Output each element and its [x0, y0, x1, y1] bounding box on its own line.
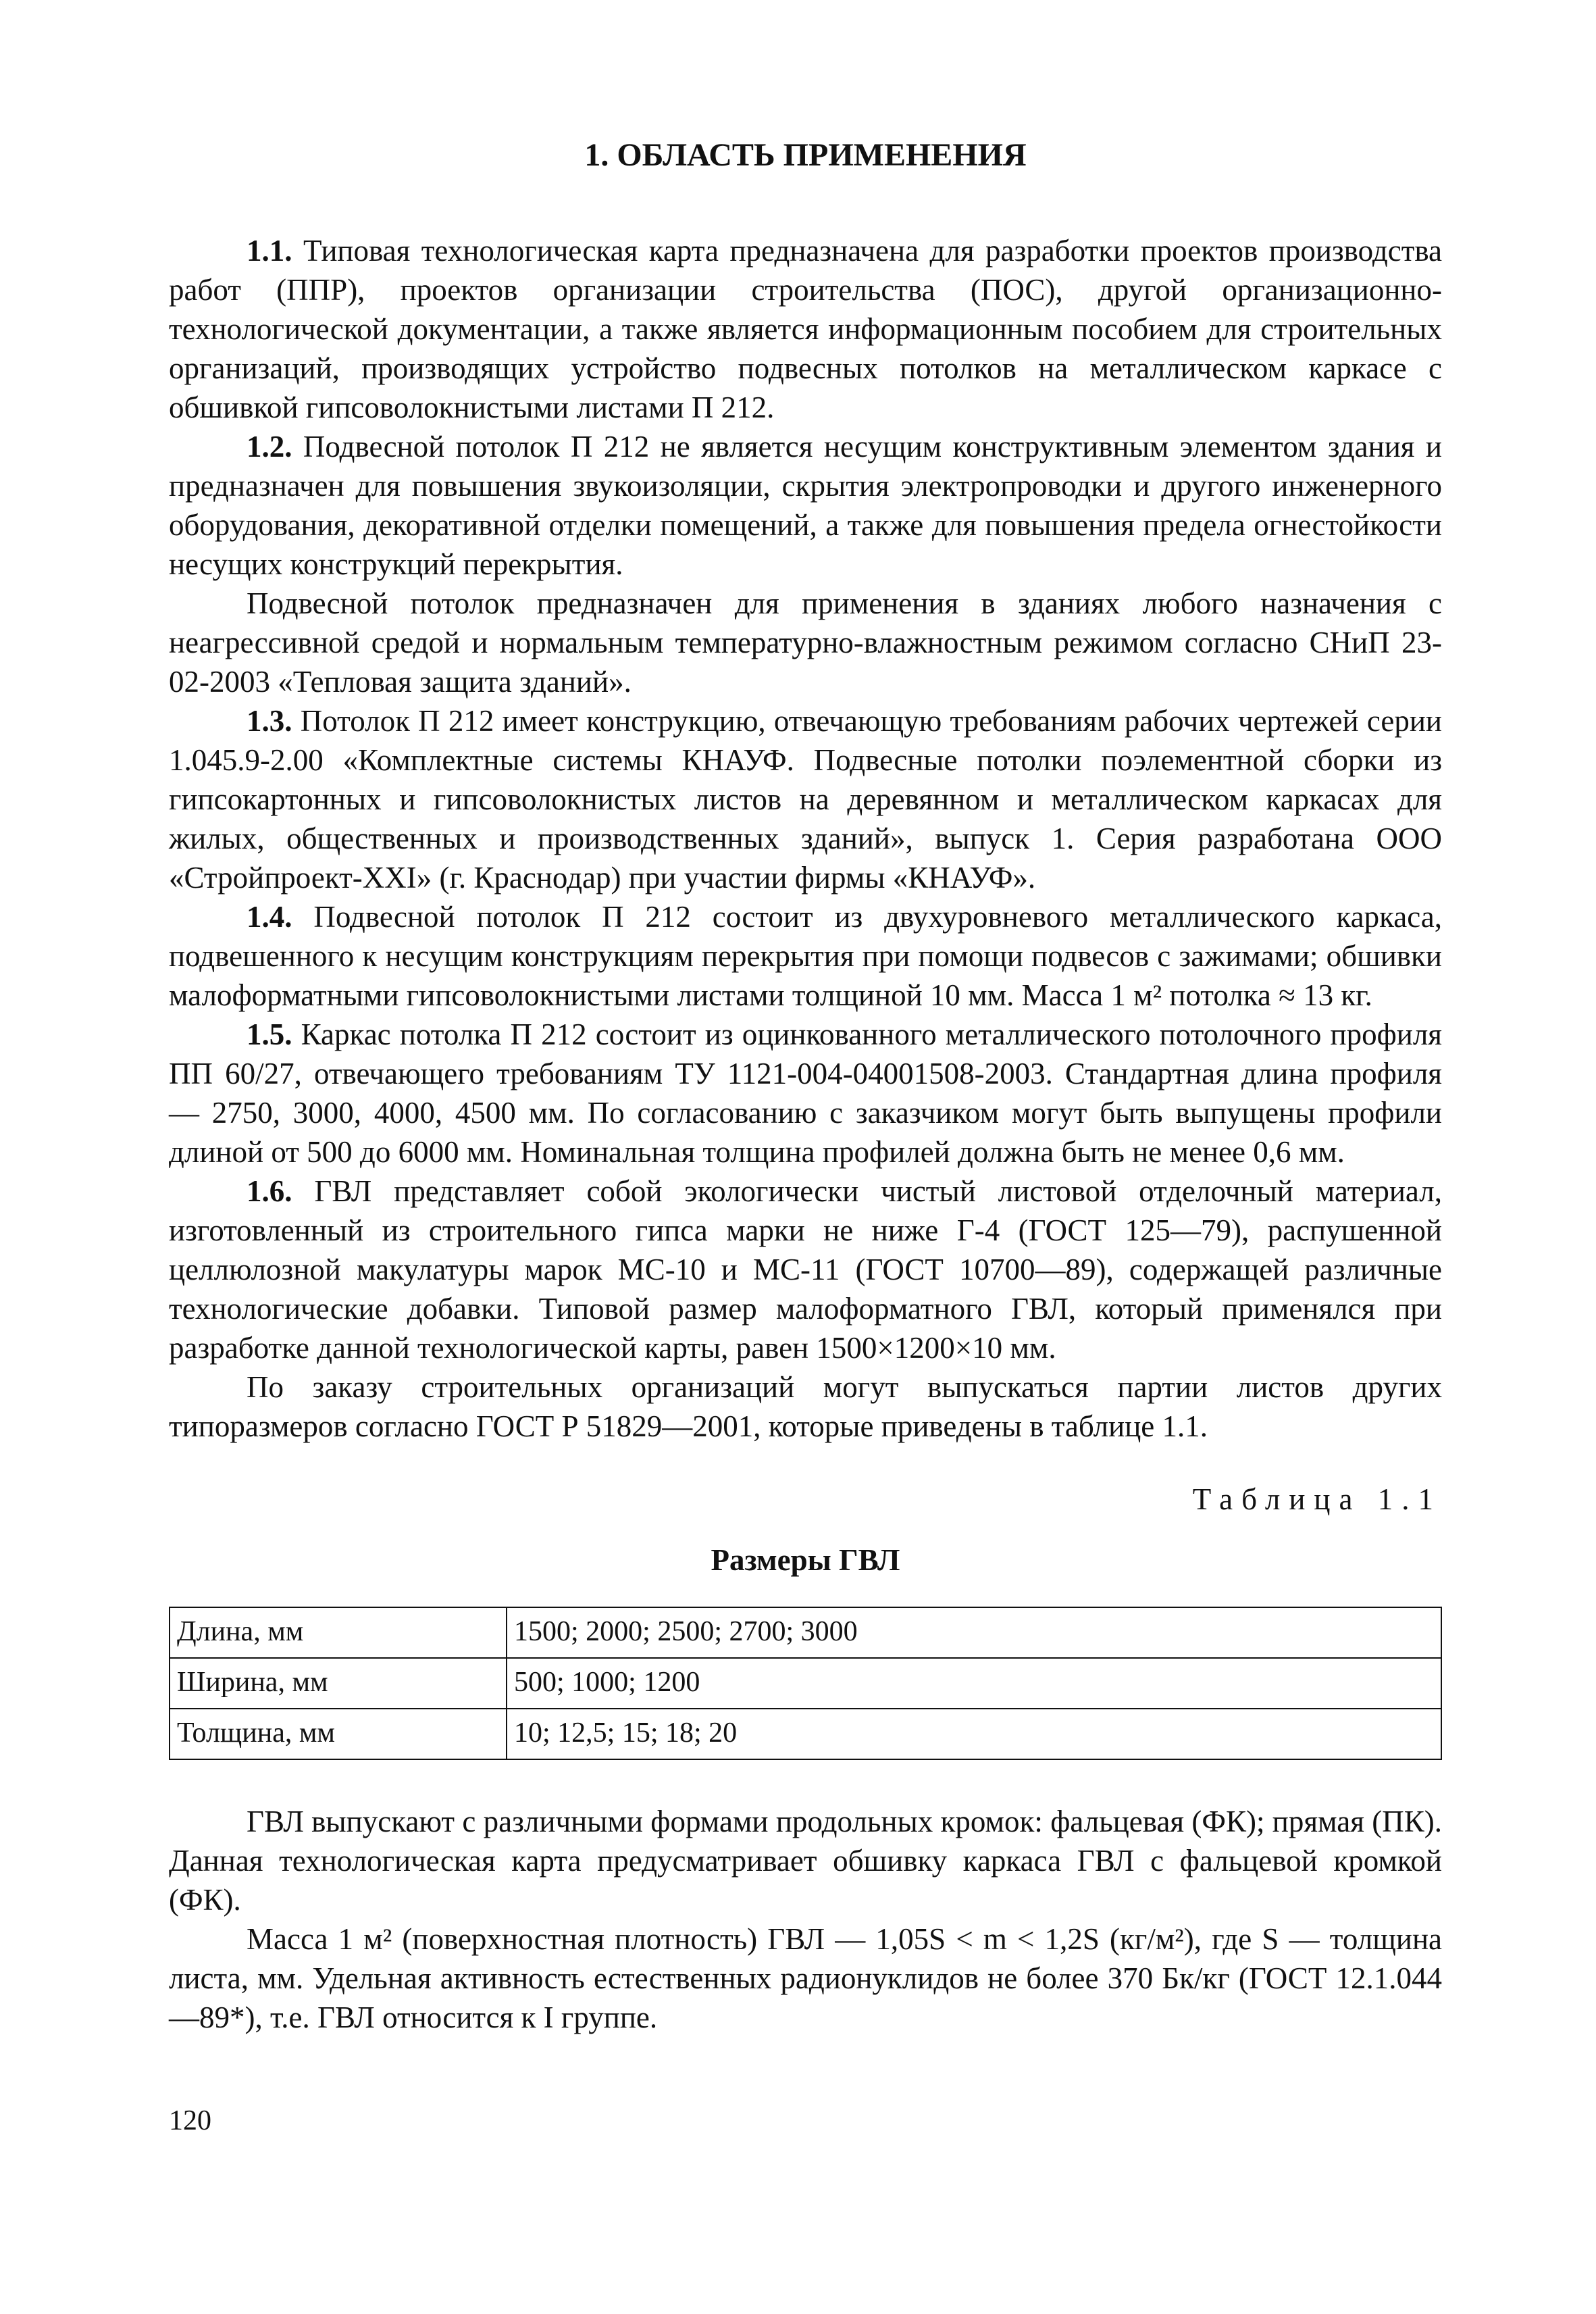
paragraph-edges: ГВЛ выпускают с различными формами продольных кромок: фальцевая (ФК); прямая (ПК). Данная технологическая карта предусматривает обшивку каркаса ГВЛ с фальцевой кромкой (ФК).: [169, 1805, 1442, 1917]
paragraph-1-1: [169, 231, 1442, 427]
section-title: 1. ОБЛАСТЬ ПРИМЕНЕНИЯ: [584, 137, 1027, 173]
clause-number: 1.3.: [247, 704, 292, 738]
paragraph-mass: Масса 1 м² (поверхностная плотность) ГВЛ — 1,05S < m < 1,2S (кг/м²), где S — толщина листа, мм. Удельная активность естественных радионуклидов не более 370 Бк/кг (ГОСТ 12.1.044—89*), т.е. ГВЛ относится к I группе.: [169, 1922, 1442, 2034]
clause-number: 1.1.: [247, 234, 292, 268]
paragraph-text: Подвесной потолок предназначен для применения в зданиях любого назначения с неагрессивной средой и нормальным температурно-влажностным режимом согласно СНиП 23-02-2003 «Тепловая защита зданий».: [169, 586, 1442, 699]
page-number: 120: [169, 2105, 211, 2136]
clause-number: 1.5.: [247, 1017, 292, 1051]
paragraph-text: Каркас потолка П 212 состоит из оцинкованного металлического потолочного профиля ПП 60/27, отвечающего требованиям ТУ 1121-004-04001508-2003. Стандартная длина профиля — 2750, 3000, 4000, 4500 мм. По согласованию с заказчиком могут быть выпущены профили длиной от 500 до 6000 мм. Номинальная толщина профилей должна быть не менее 0,6 мм.: [169, 1017, 1442, 1169]
row-label: Толщина, мм: [170, 1709, 507, 1759]
paragraph-text: Потолок П 212 имеет конструкцию, отвечающую требованиям рабочих чертежей серии 1.045.9-2.00 «Комплектные системы КНАУФ. Подвесные потолки поэлементной сборки из гипсокартонных и гипсоволокнистых листов на деревянном и металлическом каркасах для жилых, общественных и производственных зданий», выпуск 1. Серия разработана ООО «Стройпроект-XXI» (г. Краснодар) при участии фирмы «КНАУФ».: [169, 704, 1442, 895]
row-label: Длина, мм: [170, 1607, 507, 1658]
table-row: [170, 1658, 1441, 1709]
clause-number: 1.6.: [247, 1174, 292, 1208]
table-row: [170, 1709, 1441, 1759]
paragraph-text: Подвесной потолок П 212 не является несущим конструктивным элементом здания и предназначен для повышения звукоизоляции, скрытия электропроводки и другого инженерного оборудования, декоративной отделки помещений, а также для повышения предела огнестойкости несущих конструкций перекрытия.: [169, 430, 1442, 581]
clause-number: 1.2.: [247, 430, 292, 463]
table-row: [170, 1607, 1441, 1658]
table-caption: Таблица 1.1: [1192, 1482, 1442, 1516]
row-label: Ширина, мм: [170, 1658, 507, 1709]
paragraph-text: По заказу строительных организаций могут выпускаться партии листов других типоразмеров согласно ГОСТ Р 51829—2001, которые приведены в таблице 1.1.: [169, 1370, 1442, 1443]
paragraph-purpose: [169, 584, 1442, 701]
table-title: Размеры ГВЛ: [711, 1543, 900, 1577]
paragraph-1-5: [169, 1015, 1442, 1172]
row-value: 10; 12,5; 15; 18; 20: [507, 1709, 1441, 1759]
paragraph-1-6: [169, 1172, 1442, 1367]
paragraph-text: Типовая технологическая карта предназначена для разработки проектов производства работ (ППР), проектов организации строительства (ПОС), другой организационно-технологической документации, а также является информационным пособием для строительных организаций, производящих устройство подвесных потолков на металлическом каркасе с обшивкой гипсоволокнистыми листами П 212.: [169, 234, 1442, 424]
gvl-sizes-table: [169, 1607, 1442, 1760]
paragraph-sizes: [169, 1367, 1442, 1446]
paragraph-text: Подвесной потолок П 212 состоит из двухуровневого металлического каркаса, подвешенного к несущим конструкциям перекрытия при помощи подвесов с зажимами; обшивки малоформатными гипсоволокнистыми листами толщиной 10 мм. Масса 1 м² потолка ≈ 13 кг.: [169, 900, 1442, 1012]
paragraph-1-3: [169, 701, 1442, 897]
paragraph-text: ГВЛ представляет собой экологически чистый листовой отделочный материал, изготовленный из строительного гипса марки не ниже Г-4 (ГОСТ 125—79), распушенной целлюлозной макулатуры марок МС-10 и МС-11 (ГОСТ 10700—89), содержащей различные технологические добавки. Типовой размер малоформатного ГВЛ, который применялся при разработке данной технологической карты, равен 1500×1200×10 мм.: [169, 1174, 1442, 1365]
clause-number: 1.4.: [247, 900, 292, 934]
document-page: [169, 135, 1442, 2037]
row-value: 500; 1000; 1200: [507, 1658, 1441, 1709]
row-value: 1500; 2000; 2500; 2700; 3000: [507, 1607, 1441, 1658]
paragraph-1-2: [169, 427, 1442, 584]
paragraph-1-4: [169, 897, 1442, 1015]
